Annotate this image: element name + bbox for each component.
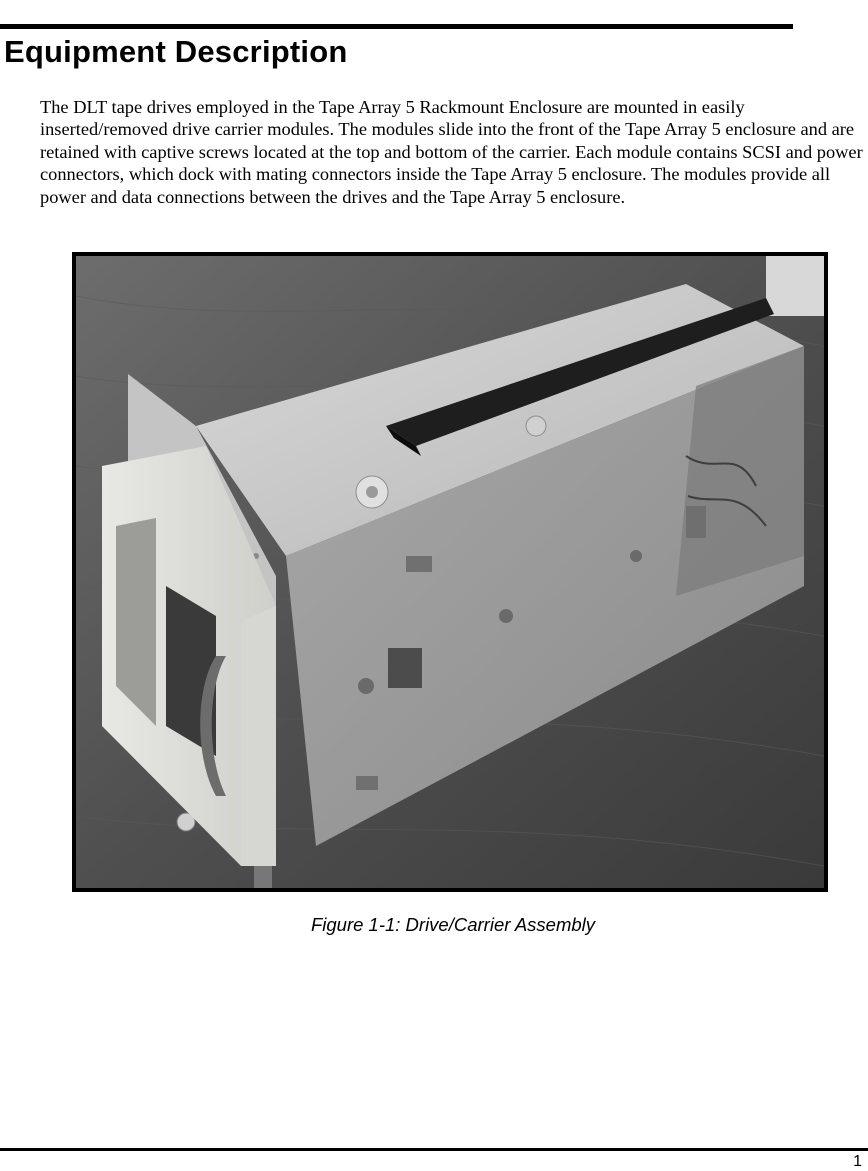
drive-carrier-photo [76,256,824,888]
body-paragraph: The DLT tape drives employed in the Tape Array 5 Rackmount Enclosure are mounted in easily inserted/removed drive carrier modules. The modules slide into the front of the Tape Array 5 enclosure and are retained with captive screws located at the top and bottom of the carrier. Each module contains SCSI and power connectors, which dock with mating connectors inside the Tape Array 5 enclosure. The modules provide all power and data connections between the drives and the Tape Array 5 enclosure. [40,97,863,207]
page-number: 1 [853,1153,862,1170]
wall-corner [766,256,824,316]
figure-photo [72,252,828,892]
figure-caption: Figure 1-1: Drive/Carrier Assembly [310,914,596,935]
bottom-rule [0,1148,868,1151]
section-heading: Equipment Description [4,34,348,69]
top-rule [0,24,793,29]
